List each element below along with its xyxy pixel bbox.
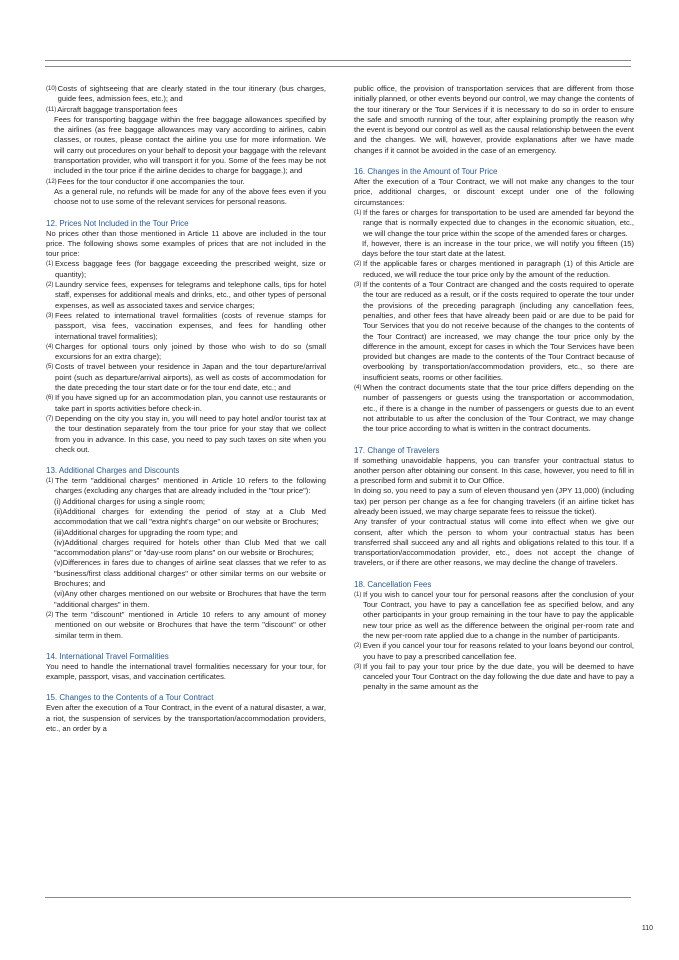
item-text: If you fail to pay your tour price by the due date, you will be deemed to have canceled your Tour Contract on the day following the due date and have to pay a penalty in the same amount as the <box>363 661 634 692</box>
item-text: Aircraft baggage transportation fees <box>57 104 178 114</box>
item-continuation: If, however, there is an increase in the tour price, we will notify you fifteen (15) days before the tour start date at the latest. <box>362 238 634 259</box>
section-14 <box>46 651 326 683</box>
list-item <box>46 476 326 497</box>
list-item <box>46 84 326 105</box>
list-item <box>46 362 326 393</box>
section-15-continuation: public office, the provision of transportation services that are different from those initially planned, or other events beyond our control, we may change the contents of the tour itinerary or the Tour Services if it is necessary to do so in order to ensure the safe and smooth running of the tour, after explaining promptly the reason why the event is beyond our control as well as the causal relationship between the event and the changes. We will, however, provide explanations after we have made changes if it cannot be avoided in the case of an emergency. <box>354 84 634 155</box>
list-item <box>46 414 326 455</box>
item-number: (1) <box>46 261 54 268</box>
item-number: (3) <box>354 282 362 289</box>
item-text: Charges for optional tours only joined by those who wish to do so (small excursions for an extra charge); <box>55 341 326 362</box>
item-number: (10) <box>46 86 57 92</box>
list-item <box>354 208 634 239</box>
item-text: When the contract documents state that the tour price differs depending on the number of passengers or guests using the transportation or accommodation, etc., if there is a change in the number of passengers or guests due to an event not attributable to us after the conclusion of the Tour Contract, we may change the tour price according to what is written in the contract documents. <box>363 383 634 434</box>
item-number: (2) <box>354 261 362 268</box>
item-number: (12) <box>46 178 57 185</box>
list-item <box>46 610 326 641</box>
list-item <box>46 311 326 342</box>
list-item <box>46 342 326 363</box>
section-heading: 17. Change of Travelers <box>354 445 440 455</box>
right-column <box>354 84 634 693</box>
item-continuation: Fees for transporting baggage within the free baggage allowances specified by the airlines (as free baggage allowances may vary according to airlines, cabin classes, or routes, please contact the airline you use for more information. We will carry out procedures on your behalf to deposit your baggage with the relevant transportation provider, who will transport it for you. Some of the fees may be not included in the tour price if the airline decides to charge for baggage.); and <box>54 114 326 176</box>
item-text: Excess baggage fees (for baggage exceeding the prescribed weight, size or quantity); <box>55 259 326 279</box>
section-heading: 12. Prices Not Included in the Tour Price <box>46 218 189 228</box>
sub-item: (vi)Any other charges mentioned on our website or Brochures that have the term "additional charges" in them. <box>54 589 326 609</box>
item-number: (7) <box>46 415 54 422</box>
section-heading: 13. Additional Charges and Discounts <box>46 466 180 476</box>
item-text: Costs of travel between your residence in Japan and the tour departure/arrival point (such as departure/arrival airports), as well as costs of accommodation for the date preceding the tour start date or for the tour end date, etc.; and <box>55 362 326 393</box>
item-number: (1) <box>354 591 362 598</box>
item-text: Fees for the tour conductor if one accompanies the tour. <box>57 176 245 186</box>
item-number: (11) <box>46 106 57 113</box>
sub-item: (v)Differences in fares due to changes of airline seat classes that we refer to as "business/first class additional charges" or other similar terms on our website or Brochures; and <box>54 558 326 589</box>
item-text: Costs of sightseeing that are clearly stated in the tour itinerary (bus charges, guide fees, admission fees, etc.); and <box>57 84 326 104</box>
item-number: (2) <box>46 611 54 618</box>
item-text: Laundry service fees, expenses for telegrams and telephone calls, tips for hotel staff, expenses for additional meals and drinks, etc., and other types of personal expenses, as well as associated taxes and service charges; <box>55 280 326 310</box>
sub-item: (iv)Additional charges required for hotels other than Club Med that we call "accommodation plans" or "day-use room plans" on our website or Brochures; <box>54 537 326 558</box>
section-13 <box>46 465 326 641</box>
item-text: If the fares or charges for transportation to be used are amended far beyond the range that is normally expected due to changes in the economic situation, etc., we will change the tour price within the scope of the amended fares or charges. <box>363 207 634 238</box>
paragraph: In doing so, you need to pay a sum of eleven thousand yen (JPY 11,000) (including tax) per person per change as a fee for changing travelers (if an airline ticket has already been issued, we may charge separate fees to reissue the ticket). <box>354 486 634 516</box>
list-item <box>354 383 634 434</box>
page-number: 110 <box>641 925 653 932</box>
section-heading: 15. Changes to the Contents of a Tour Contract <box>46 693 214 703</box>
item-text: If the applicable fares or charges mentioned in paragraph (1) of this Article are reduced, we will reduce the tour price only by the amount of the reduction. <box>363 259 634 279</box>
list-item <box>46 280 326 311</box>
sub-item: (i) Additional charges for using a single room; <box>54 496 206 506</box>
top-rule <box>45 60 631 61</box>
item-text: If you wish to cancel your tour for personal reasons after the conclusion of your Tour Contract, you have to pay a cancellation fee as specified below, and any other participants in your group remaining in the tour have to pay the applicable new tour price as well as the difference between the original per-room rate and the new per-room rate applied due to a change in the number of participants. <box>363 589 634 640</box>
item-text: Even if you cancel your tour for reasons related to your loans beyond our control, you have to pay a prescribed cancellation fee. <box>363 641 634 661</box>
item-text: Fees related to international travel formalities (costs of revenue stamps for passport, visa fees, vaccination expenses, and fees for handling other international travel formalities); <box>55 310 326 341</box>
section-12 <box>46 218 326 456</box>
list-item <box>46 393 326 414</box>
section-intro: After the execution of a Tour Contract, we will not make any changes to the tour price, additional charges, or discount except under one of the following circumstances: <box>354 177 634 207</box>
section-15 <box>46 692 326 734</box>
item-number: (1) <box>46 478 54 485</box>
list-item <box>354 641 634 662</box>
sub-item: (ii)Additional charges for extending the period of stay at a Club Med accommodation that we call "extra night's charge" on our website or Brochures; <box>54 506 326 527</box>
list-item <box>46 259 326 280</box>
list-item <box>46 105 326 115</box>
list-item <box>354 259 634 280</box>
item-number: (4) <box>46 343 54 350</box>
section-17 <box>354 445 634 569</box>
sub-item: (iii)Additional charges for upgrading the room type; and <box>54 527 238 537</box>
left-column <box>46 84 326 734</box>
item-number: (1) <box>354 209 362 216</box>
list-item <box>46 177 326 187</box>
bottom-rule <box>45 897 631 898</box>
item-number: (3) <box>46 312 54 319</box>
section-text: You need to handle the international travel formalities necessary for your tour, for example, passport, visas, and vaccination certificates. <box>46 661 326 682</box>
paragraph: If something unavoidable happens, you can transfer your contractual status to another person after obtaining our consent. In this case, however, you need to fill in a prescribed form and submit it to Our Office. <box>354 455 634 486</box>
item-text: The term "discount" mentioned in Article 10 refers to any amount of money mentioned on our website or Brochures that have the term "discount" or other similar term in them. <box>55 609 326 640</box>
item-number: (6) <box>46 395 54 402</box>
section-heading: 16. Changes in the Amount of Tour Price <box>354 167 498 177</box>
item-number: (2) <box>46 282 54 289</box>
section-heading: 14. International Travel Formalities <box>46 651 169 661</box>
section-16 <box>354 166 634 434</box>
section-text: Even after the execution of a Tour Contract, in the event of a natural disaster, a war, a riot, the suspension of services by the transportation/accommodation providers, etc., an order by a <box>46 703 326 734</box>
list-item <box>354 662 634 693</box>
top-rule-secondary <box>45 66 631 67</box>
section-intro: No prices other than those mentioned in Article 11 above are included in the tour price. The following shows some examples of prices that are not included in the tour price: <box>46 228 326 259</box>
item-text: If the contents of a Tour Contract are changed and the costs required to operate the tour are reduced as a result, or if the costs required to operate the tour under the provisions of the preceding paragraph (including any cancellation fees, penalties, and other fees that have already been paid or are due to be paid for Tour Services that you do not receive because of the changes to the contents of the Tour Contract) are increased, we may change the tour price only by the difference in the amount, except for cases in which the Tour Services have been provided but changes are made to the contents of the Tour Contract because of overbooking by transportation/accommodation providers, etc., so there are insufficient seats, rooms or other facilities. <box>363 280 634 382</box>
paragraph: Any transfer of your contractual status will come into effect when we give our consent, after which the person to whom your contractual status has been transferred shall succeed any and all rights and obligations related to this tour. If a transportation/accommodation provider, etc., does not accept the change of travelers, or if there are other reasons, we may decline the change of travelers. <box>354 517 634 568</box>
item-number: (3) <box>354 663 362 670</box>
item-text: Depending on the city you stay in, you will need to pay hotel and/or tourist tax at the tour destination separately from the tour price for your stay that we collect from you in advance. In this case, you need to pay such taxes on site when you check out. <box>55 413 326 454</box>
list-item <box>354 280 634 383</box>
item-number: (4) <box>354 385 362 392</box>
item-continuation: As a general rule, no refunds will be made for any of the above fees even if you choose not to use some of the relevant services for personal reasons. <box>54 186 326 207</box>
item-text: If you have signed up for an accommodation plan, you cannot use restaurants or take part in sports activities before check-in. <box>55 393 326 413</box>
item-number: (5) <box>46 364 54 371</box>
list-item <box>354 590 634 641</box>
section-heading: 18. Cancellation Fees <box>354 579 432 589</box>
item-number: (2) <box>354 643 362 650</box>
item-text: The term "additional charges" mentioned in Article 10 refers to the following charges (excluding any charges that are already included in the "tour price"): <box>55 476 326 496</box>
section-18 <box>354 579 634 693</box>
